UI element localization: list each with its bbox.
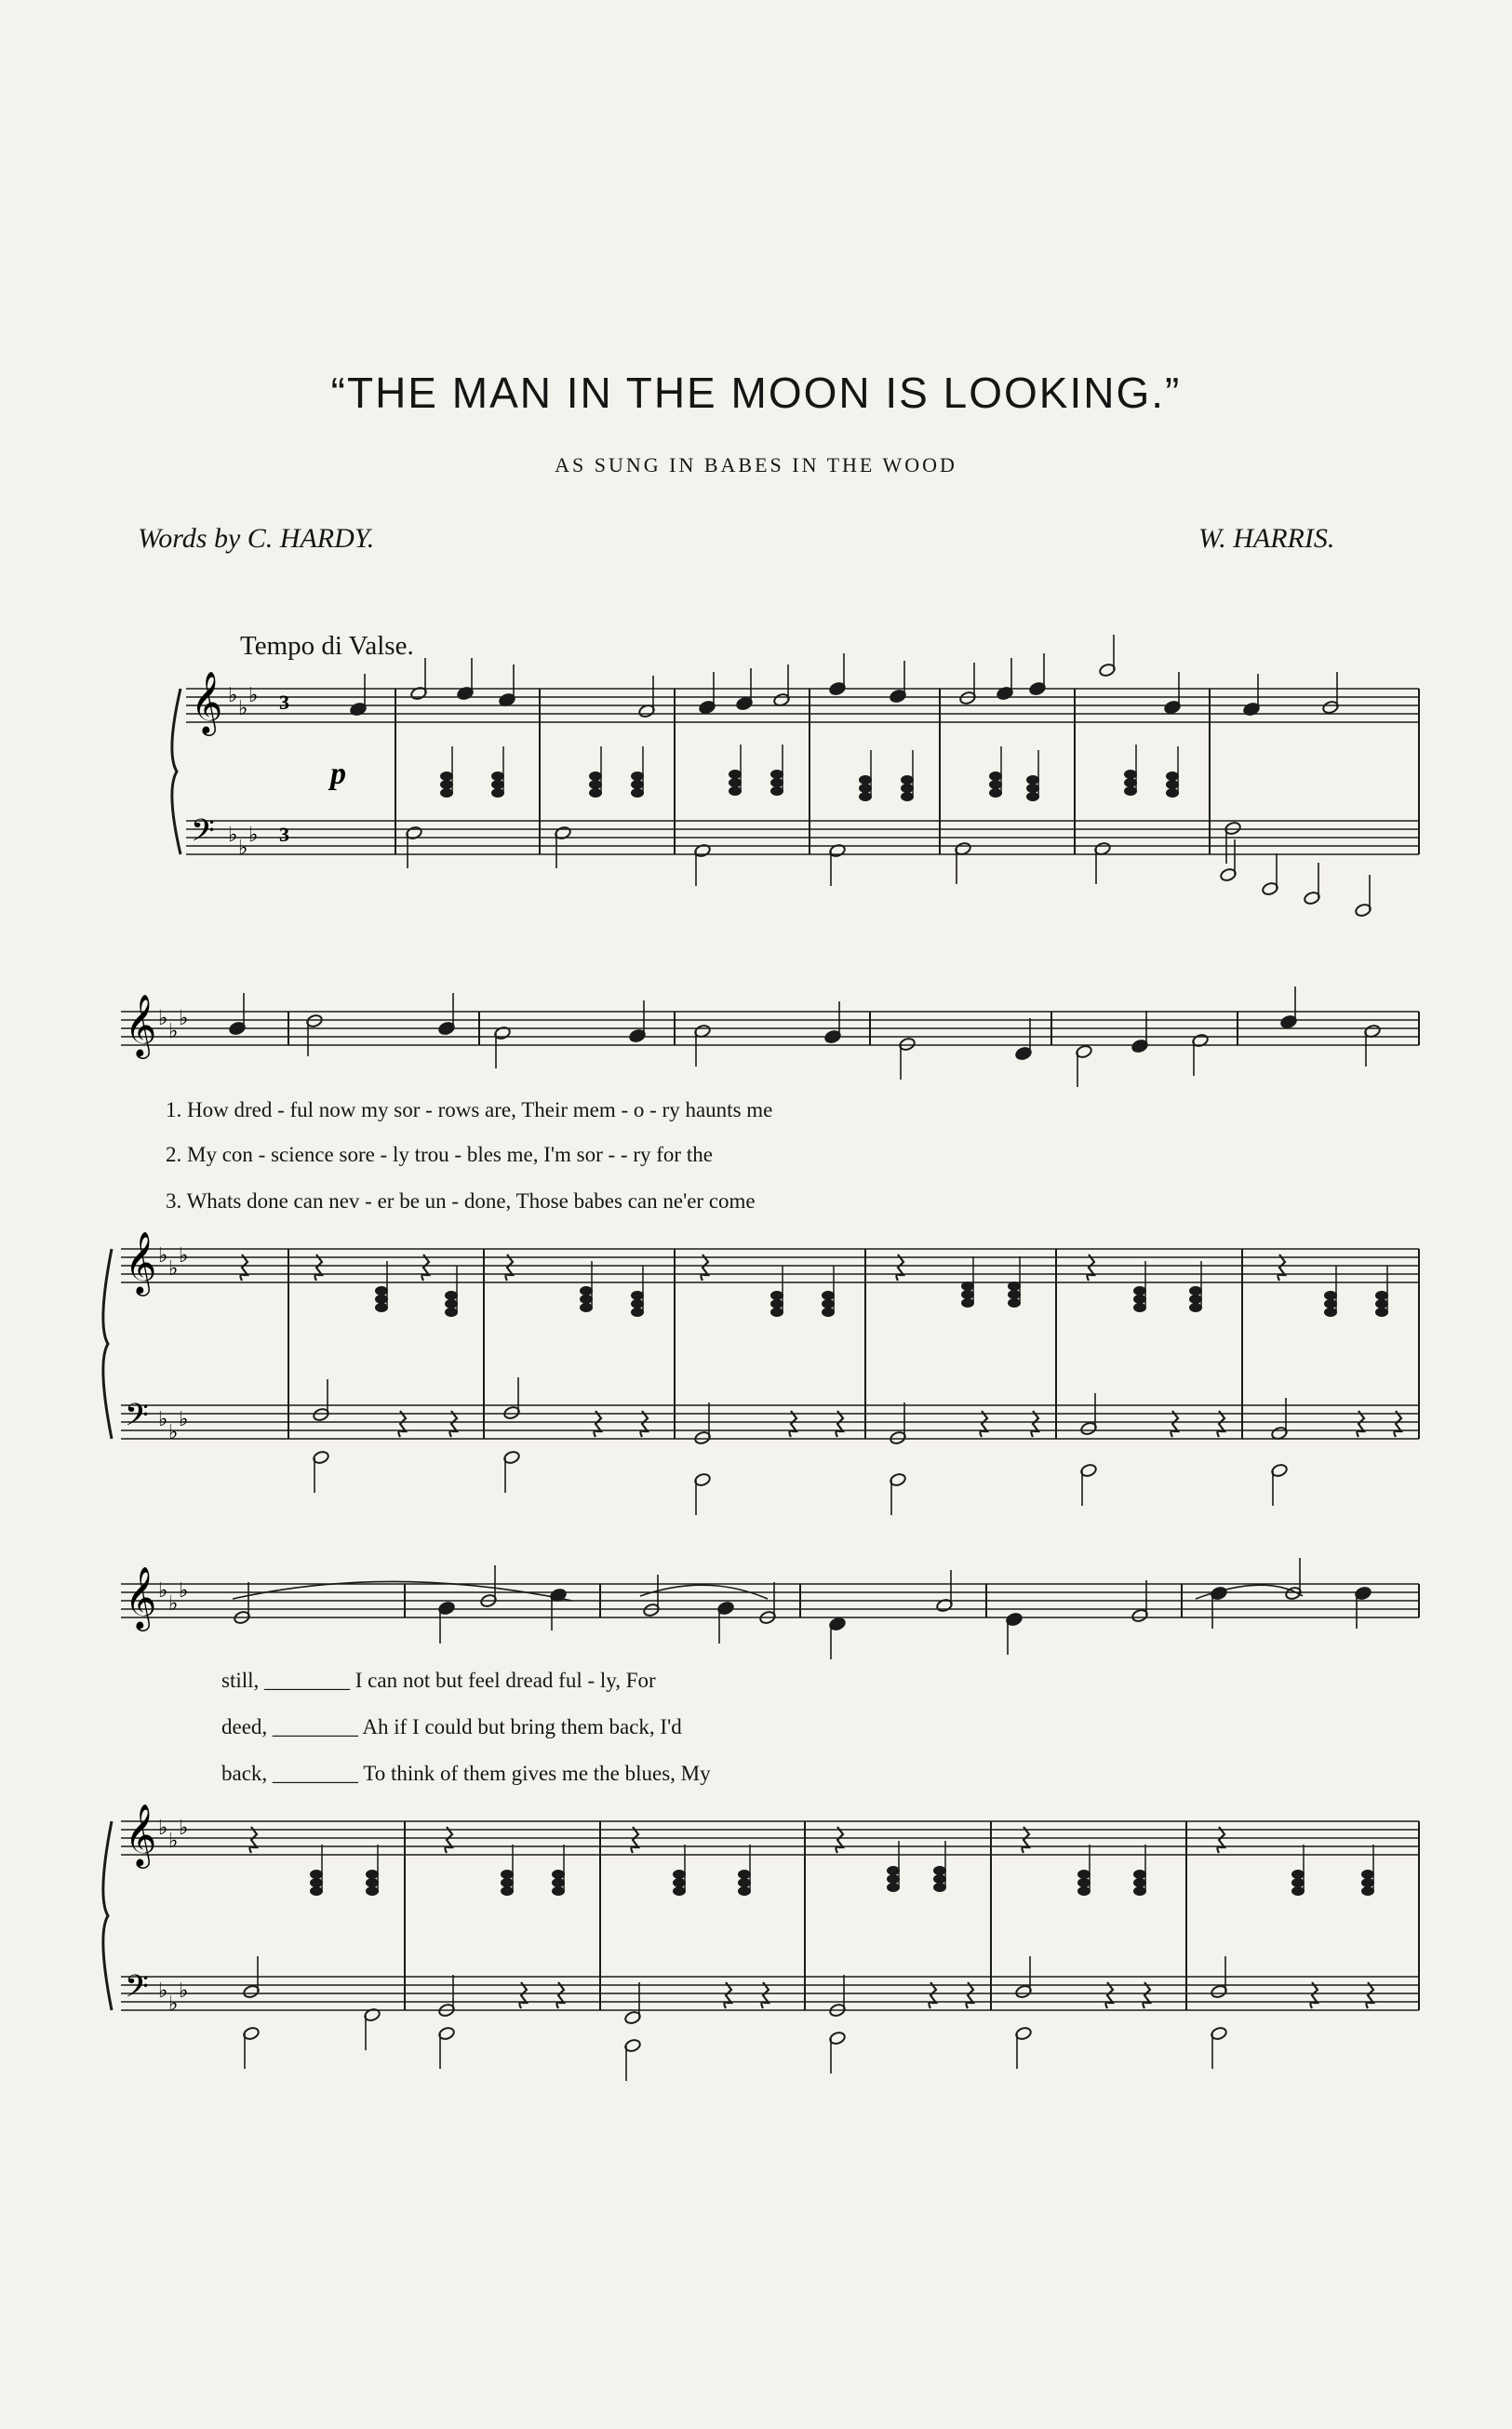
grand-staff-brace [103, 1821, 112, 2010]
quarter-rest [398, 1411, 406, 1437]
chord-note [1166, 788, 1179, 798]
chord-note [1077, 1878, 1091, 1887]
chord-note [552, 1870, 565, 1879]
chord-note [770, 1308, 783, 1317]
flat-sign: ♭ [158, 1408, 168, 1431]
chord-note [673, 1878, 686, 1887]
dynamic-marking: p [330, 757, 346, 791]
chord-note [1291, 1886, 1305, 1896]
chord-note [770, 1299, 783, 1308]
chord-note [580, 1303, 593, 1312]
chord-note [1124, 786, 1137, 796]
chord-note [440, 780, 453, 789]
chord-note [1026, 784, 1039, 793]
quarter-rest [1031, 1411, 1038, 1437]
flat-sign: ♭ [158, 1979, 168, 2003]
chord-note [1375, 1299, 1388, 1308]
chord-note [1189, 1286, 1202, 1295]
chord-note [989, 788, 1002, 798]
quarter-rest [519, 1982, 527, 2008]
chord-note [961, 1290, 974, 1299]
chord-note [1133, 1878, 1146, 1887]
chord-note [1008, 1290, 1021, 1299]
chord-note [1324, 1308, 1337, 1317]
chord-note [1324, 1299, 1337, 1308]
chord-note [1375, 1291, 1388, 1300]
chord-note [1133, 1295, 1146, 1304]
chord-note [729, 770, 742, 779]
chord-note [859, 784, 872, 793]
quarter-rest [1087, 1255, 1094, 1281]
chord-note [901, 792, 914, 801]
chord-note [1361, 1886, 1374, 1896]
chord-note [1166, 772, 1179, 781]
flat-sign: ♭ [158, 1007, 168, 1030]
quarter-rest [724, 1982, 731, 2008]
quarter-rest [701, 1255, 708, 1281]
quarter-rest [1310, 1982, 1318, 2008]
treble-clef: 𝄞 [125, 1803, 157, 1866]
flat-sign: ♭ [179, 1408, 189, 1431]
chord-note [1189, 1303, 1202, 1312]
quarter-rest [1022, 1827, 1029, 1853]
bass-clef: 𝄢 [125, 1969, 149, 2012]
flat-sign: ♭ [238, 837, 248, 860]
chord-note [822, 1299, 835, 1308]
chord-note [375, 1295, 388, 1304]
quarter-rest [980, 1411, 987, 1437]
chord-note [738, 1878, 751, 1887]
quarter-rest [1217, 1411, 1224, 1437]
chord-note [366, 1878, 379, 1887]
chord-note [1026, 775, 1039, 785]
chord-note [1291, 1870, 1305, 1879]
chord-note [729, 786, 742, 796]
lyricist-credit: Words by C. HARDY. [138, 523, 375, 554]
chord-note [1133, 1870, 1146, 1879]
chord-note [1008, 1298, 1021, 1308]
flat-sign: ♭ [158, 1244, 168, 1268]
chord-note [887, 1883, 900, 1892]
chord-note [901, 775, 914, 785]
chord-note [552, 1878, 565, 1887]
quarter-rest [966, 1982, 973, 2008]
chord-note [1124, 770, 1137, 779]
chord-note [631, 1299, 644, 1308]
chord-note [491, 788, 504, 798]
flat-sign: ♭ [168, 1421, 179, 1444]
chord-note [589, 788, 602, 798]
tempo-marking: Tempo di Valse. [240, 631, 414, 661]
chord-note [1077, 1886, 1091, 1896]
chord-note [631, 1308, 644, 1317]
chord-note [310, 1878, 323, 1887]
chord-note [1361, 1878, 1374, 1887]
quarter-rest [929, 1982, 936, 2008]
verse-line-2: 2. My con - science sore - ly trou - bles me, I'm sor - - ry for the [166, 1143, 713, 1166]
quarter-rest [449, 1411, 457, 1437]
chord-note [673, 1886, 686, 1896]
time-sig: 3 [279, 823, 289, 846]
quarter-rest [556, 1982, 564, 2008]
grand-staff-brace [103, 1249, 112, 1439]
flat-sign: ♭ [228, 684, 238, 707]
chord-note [1124, 778, 1137, 787]
flat-sign: ♭ [179, 1244, 189, 1268]
quarter-rest [314, 1255, 322, 1281]
chord-note [729, 778, 742, 787]
flat-sign: ♭ [168, 1257, 179, 1281]
quarter-rest [505, 1255, 513, 1281]
treble-clef: 𝄞 [125, 993, 157, 1056]
quarter-rest [1105, 1982, 1113, 2008]
flat-sign: ♭ [238, 697, 248, 720]
verse-line-2-cont: deed, ________ Ah if I could but bring them back, I'd [221, 1715, 682, 1738]
chord-note [501, 1870, 514, 1879]
chord-note [631, 772, 644, 781]
flat-sign: ♭ [179, 1979, 189, 2003]
chord-note [631, 1291, 644, 1300]
grand-staff-brace [172, 689, 181, 854]
chord-note [1291, 1878, 1305, 1887]
chord-note [631, 780, 644, 789]
chord-note [1324, 1291, 1337, 1300]
treble-clef: 𝄞 [191, 670, 223, 733]
chord-note [887, 1874, 900, 1884]
chord-note [1133, 1886, 1146, 1896]
flat-sign: ♭ [179, 1817, 189, 1840]
flat-sign: ♭ [179, 1007, 189, 1030]
quarter-rest [836, 1411, 843, 1437]
flat-sign: ♭ [158, 1817, 168, 1840]
chord-note [1133, 1303, 1146, 1312]
chord-note [1166, 780, 1179, 789]
quarter-rest [640, 1411, 648, 1437]
chord-note [501, 1886, 514, 1896]
chord-note [445, 1291, 458, 1300]
chord-note [901, 784, 914, 793]
chord-note [770, 1291, 783, 1300]
chord-note [770, 770, 783, 779]
quarter-rest [896, 1255, 903, 1281]
chord-note [445, 1308, 458, 1317]
chord-note [933, 1874, 946, 1884]
quarter-rest [249, 1827, 257, 1853]
flat-sign: ♭ [168, 1020, 179, 1043]
chord-note [310, 1886, 323, 1896]
chord-note [887, 1866, 900, 1875]
chord-note [366, 1870, 379, 1879]
bass-clef: 𝄢 [125, 1398, 149, 1441]
chord-note [1077, 1870, 1091, 1879]
quarter-rest [631, 1827, 638, 1853]
song-title: “THE MAN IN THE MOON IS LOOKING.” [330, 369, 1182, 417]
chord-note [552, 1886, 565, 1896]
chord-note [859, 775, 872, 785]
flat-sign: ♭ [248, 684, 259, 707]
chord-note [770, 786, 783, 796]
quarter-rest [1143, 1982, 1150, 2008]
quarter-rest [1171, 1411, 1178, 1437]
composer-credit: W. HARRIS. [1198, 523, 1335, 554]
quarter-rest [1394, 1411, 1401, 1437]
chord-note [822, 1291, 835, 1300]
chord-note [440, 788, 453, 798]
chord-note [1008, 1282, 1021, 1291]
verse-line-1-cont: still, ________ I can not but feel dread ful - ly, For [221, 1669, 656, 1692]
chord-note [631, 788, 644, 798]
chord-note [1026, 792, 1039, 801]
chord-note [501, 1878, 514, 1887]
verse-line-3-cont: back, ________ To think of them gives me the blues, My [221, 1762, 711, 1785]
chord-note [933, 1883, 946, 1892]
chord-note [961, 1282, 974, 1291]
chord-note [589, 772, 602, 781]
quarter-rest [445, 1827, 452, 1853]
chord-note [961, 1298, 974, 1308]
chord-note [673, 1870, 686, 1879]
flat-sign: ♭ [168, 1993, 179, 2016]
chord-note [375, 1303, 388, 1312]
chord-note [445, 1299, 458, 1308]
chord-note [580, 1286, 593, 1295]
quarter-rest [594, 1411, 601, 1437]
verse-line-1: 1. How dred - ful now my sor - rows are, Their mem - o - ry haunts me [166, 1098, 773, 1121]
treble-clef: 𝄞 [125, 1230, 157, 1294]
quarter-rest [789, 1411, 796, 1437]
quarter-rest [240, 1255, 248, 1281]
flat-sign: ♭ [168, 1830, 179, 1853]
chord-note [1133, 1286, 1146, 1295]
chord-note [859, 792, 872, 801]
chord-note [580, 1295, 593, 1304]
verse-line-3: 3. Whats done can nev - er be un - done, Those babes can ne'er come [166, 1189, 756, 1213]
chord-note [1375, 1308, 1388, 1317]
chord-note [310, 1870, 323, 1879]
time-sig: 3 [279, 691, 289, 714]
chord-note [375, 1286, 388, 1295]
quarter-rest [1217, 1827, 1224, 1853]
chord-note [933, 1866, 946, 1875]
chord-note [366, 1886, 379, 1896]
quarter-rest [1366, 1982, 1373, 2008]
chord-note [491, 772, 504, 781]
quarter-rest [761, 1982, 769, 2008]
chord-note [491, 780, 504, 789]
chord-note [440, 772, 453, 781]
flat-sign: ♭ [179, 1579, 189, 1603]
chord-note [989, 772, 1002, 781]
treble-clef: 𝄞 [125, 1565, 157, 1629]
chord-note [738, 1886, 751, 1896]
chord-note [738, 1870, 751, 1879]
song-subtitle: AS SUNG IN BABES IN THE WOOD [555, 453, 957, 476]
chord-note [1361, 1870, 1374, 1879]
chord-note [589, 780, 602, 789]
quarter-rest [836, 1827, 843, 1853]
chord-note [1189, 1295, 1202, 1304]
chord-note [770, 778, 783, 787]
quarter-rest [1357, 1411, 1364, 1437]
bass-clef: 𝄢 [191, 813, 215, 856]
flat-sign: ♭ [158, 1579, 168, 1603]
chord-note [989, 780, 1002, 789]
flat-sign: ♭ [168, 1592, 179, 1616]
quarter-rest [1278, 1255, 1285, 1281]
quarter-rest [421, 1255, 429, 1281]
flat-sign: ♭ [248, 824, 259, 847]
chord-note [822, 1308, 835, 1317]
flat-sign: ♭ [228, 824, 238, 847]
